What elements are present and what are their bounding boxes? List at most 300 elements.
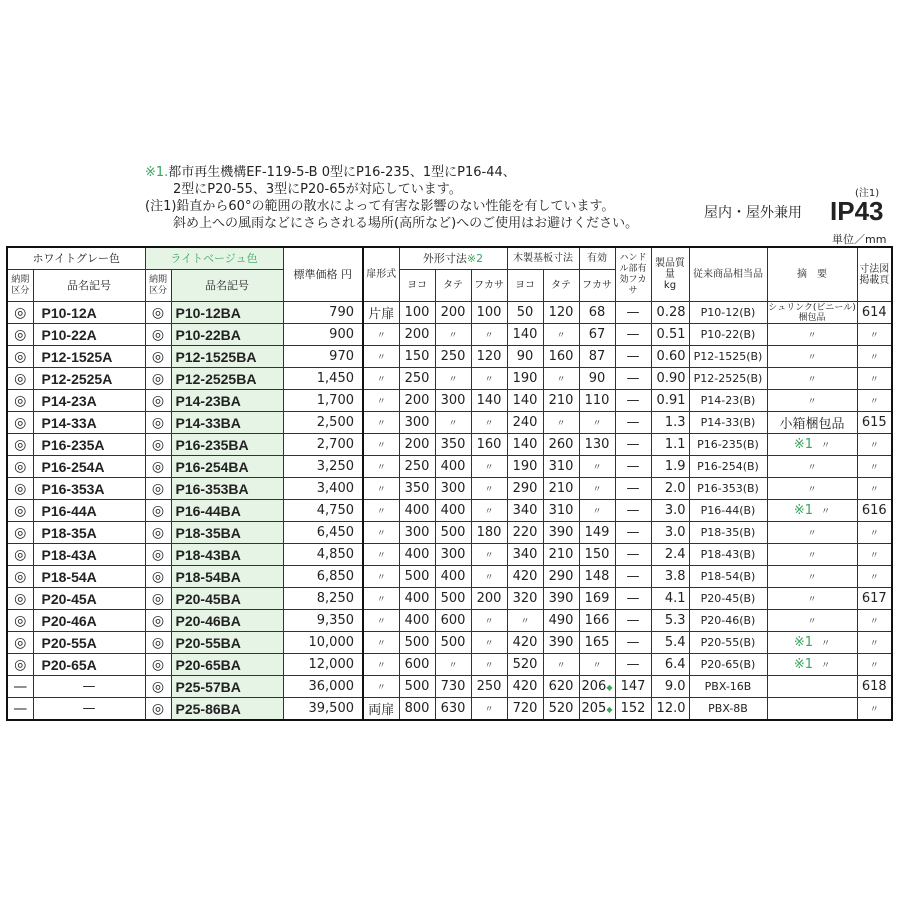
board-yoko: 190 <box>507 456 543 478</box>
price: 10,000 <box>283 632 363 654</box>
effective-depth <box>579 676 615 698</box>
board-tate: 210 <box>543 390 579 412</box>
effective-depth: 148 <box>579 566 615 588</box>
door-type: 〃 <box>363 434 399 456</box>
effective-depth: 68 <box>579 302 615 324</box>
beige-code: P18-35BA <box>171 522 283 544</box>
delivery-mark: ◎ <box>7 588 33 610</box>
board-tate: 310 <box>543 500 579 522</box>
table-row <box>7 654 892 676</box>
header-fukasa: フカサ <box>471 270 507 302</box>
delivery-mark: ◎ <box>145 478 171 500</box>
handle-depth: — <box>615 610 651 632</box>
delivery-mark: ◎ <box>7 412 33 434</box>
outer-fukasa: 250 <box>471 676 507 698</box>
header-hinmei-white: 品名記号 <box>33 270 145 302</box>
handle-depth: — <box>615 346 651 368</box>
weight: 1.1 <box>651 434 689 456</box>
board-tate: 390 <box>543 588 579 610</box>
board-tate: 290 <box>543 566 579 588</box>
outer-fukasa: 〃 <box>471 544 507 566</box>
delivery-mark: ◎ <box>145 588 171 610</box>
page-ref: 615 <box>857 412 892 434</box>
legacy-product: P16-254(B) <box>689 456 767 478</box>
note-2: 2型にP20-55、3型にP20-65が対応しています。 <box>173 182 462 197</box>
delivery-mark: ◎ <box>145 522 171 544</box>
handle-depth: — <box>615 654 651 676</box>
table-row <box>7 324 892 346</box>
outer-fukasa: 〃 <box>471 632 507 654</box>
outer-fukasa: 120 <box>471 346 507 368</box>
white-code: P20-46A <box>33 610 145 632</box>
weight: 4.1 <box>651 588 689 610</box>
effective-depth: 〃 <box>579 412 615 434</box>
effective-depth: 90 <box>579 368 615 390</box>
door-type: 〃 <box>363 500 399 522</box>
beige-code: P25-57BA <box>171 676 283 698</box>
board-yoko: 420 <box>507 632 543 654</box>
board-yoko: 90 <box>507 346 543 368</box>
weight: 12.0 <box>651 698 689 721</box>
price: 900 <box>283 324 363 346</box>
white-code: P16-353A <box>33 478 145 500</box>
delivery-mark: ◎ <box>7 544 33 566</box>
beige-code: P14-23BA <box>171 390 283 412</box>
outer-tate: 500 <box>435 632 471 654</box>
page-ref: 〃 <box>857 610 892 632</box>
handle-depth: — <box>615 478 651 500</box>
header-yuko-fukasa: フカサ <box>579 270 615 302</box>
door-type: 〃 <box>363 632 399 654</box>
outer-yoko: 600 <box>399 654 435 676</box>
remarks <box>767 654 857 676</box>
remarks: シュリンク(ビニール)梱包品 <box>768 302 856 323</box>
door-type: 〃 <box>363 412 399 434</box>
delivery-mark: ◎ <box>145 368 171 390</box>
page-ref: 〃 <box>857 456 892 478</box>
table-row <box>7 676 892 698</box>
handle-depth: — <box>615 368 651 390</box>
legacy-product: P10-12(B) <box>689 302 767 324</box>
price: 8,250 <box>283 588 363 610</box>
board-yoko: 190 <box>507 368 543 390</box>
page-ref: 〃 <box>857 324 892 346</box>
board-tate: 390 <box>543 632 579 654</box>
board-tate: 490 <box>543 610 579 632</box>
beige-code: P14-33BA <box>171 412 283 434</box>
white-code: P10-12A <box>33 302 145 324</box>
handle-depth: — <box>615 522 651 544</box>
delivery-mark: ◎ <box>7 654 33 676</box>
weight: 2.0 <box>651 478 689 500</box>
legacy-product: P20-55(B) <box>689 632 767 654</box>
table-row <box>7 434 892 456</box>
legacy-product: P12-2525(B) <box>689 368 767 390</box>
outer-yoko: 500 <box>399 566 435 588</box>
delivery-mark: ◎ <box>7 478 33 500</box>
remarks <box>767 434 857 456</box>
price: 3,400 <box>283 478 363 500</box>
note-mark: ※1 <box>793 503 814 518</box>
delivery-mark: ◎ <box>7 610 33 632</box>
outer-fukasa: 100 <box>471 302 507 324</box>
outer-yoko: 350 <box>399 478 435 500</box>
board-yoko: 720 <box>507 698 543 721</box>
remarks: 〃 <box>767 544 857 566</box>
handle-depth: — <box>615 456 651 478</box>
effective-depth: 110 <box>579 390 615 412</box>
header-m-yoko: ヨコ <box>507 270 543 302</box>
delivery-mark: ◎ <box>7 346 33 368</box>
price: 9,350 <box>283 610 363 632</box>
table-row <box>7 368 892 390</box>
page-ref: 〃 <box>857 346 892 368</box>
table-row <box>7 698 892 721</box>
beige-code: P18-43BA <box>171 544 283 566</box>
board-tate: 〃 <box>543 324 579 346</box>
weight: 0.51 <box>651 324 689 346</box>
table-row <box>7 412 892 434</box>
legacy-product: P20-45(B) <box>689 588 767 610</box>
price: 39,500 <box>283 698 363 721</box>
board-tate: 〃 <box>543 368 579 390</box>
delivery-mark: ◎ <box>145 632 171 654</box>
delivery-mark: — <box>7 698 33 721</box>
weight: 0.90 <box>651 368 689 390</box>
legacy-product: PBX-16B <box>689 676 767 698</box>
delivery-mark: ◎ <box>7 324 33 346</box>
outer-fukasa: 160 <box>471 434 507 456</box>
handle-depth: — <box>615 566 651 588</box>
footnotes <box>145 164 638 232</box>
price: 12,000 <box>283 654 363 676</box>
white-code: P12-2525A <box>33 368 145 390</box>
note-1-text: 都市再生機構EF-119-5-B 0型にP16-235、1型にP16-44、 <box>168 165 516 180</box>
beige-code: P16-44BA <box>171 500 283 522</box>
effective-depth-value: 206 <box>581 679 607 694</box>
white-code: P20-55A <box>33 632 145 654</box>
beige-code: P12-1525BA <box>171 346 283 368</box>
white-code: P10-22A <box>33 324 145 346</box>
handle-depth: 147 <box>615 676 651 698</box>
header-seihin <box>651 247 689 302</box>
delivery-mark: ◎ <box>145 566 171 588</box>
weight: 0.91 <box>651 390 689 412</box>
outer-yoko: 400 <box>399 544 435 566</box>
beige-code: P16-353BA <box>171 478 283 500</box>
weight: 3.0 <box>651 522 689 544</box>
legacy-product: P14-23(B) <box>689 390 767 412</box>
board-yoko: 140 <box>507 390 543 412</box>
table-row <box>7 302 892 324</box>
remarks: 〃 <box>767 346 857 368</box>
effective-depth: 87 <box>579 346 615 368</box>
page-ref: 〃 <box>857 544 892 566</box>
white-code: P18-35A <box>33 522 145 544</box>
header-nouki-white: 納期区分 <box>7 270 33 302</box>
outer-tate: 300 <box>435 478 471 500</box>
delivery-mark: ◎ <box>145 302 171 324</box>
effective-depth: 130 <box>579 434 615 456</box>
page-ref: 617 <box>857 588 892 610</box>
outer-tate: 500 <box>435 522 471 544</box>
board-tate: 310 <box>543 456 579 478</box>
price: 3,250 <box>283 456 363 478</box>
price: 6,450 <box>283 522 363 544</box>
header-nouki-beige: 納期区分 <box>145 270 171 302</box>
price: 2,700 <box>283 434 363 456</box>
page-ref: 616 <box>857 500 892 522</box>
weight: 0.28 <box>651 302 689 324</box>
weight: 2.4 <box>651 544 689 566</box>
price: 36,000 <box>283 676 363 698</box>
header-tekiyo: 摘 要 <box>767 247 857 302</box>
white-code: P16-44A <box>33 500 145 522</box>
outer-tate: 〃 <box>435 324 471 346</box>
remarks <box>767 698 857 721</box>
remarks: 〃 <box>767 390 857 412</box>
table-row <box>7 522 892 544</box>
header-beige: ライトベージュ色 <box>145 247 283 270</box>
outer-fukasa: 〃 <box>471 324 507 346</box>
handle-depth: — <box>615 434 651 456</box>
note-mark: ※1 <box>793 437 814 452</box>
door-type: 〃 <box>363 456 399 478</box>
door-type: 片扉 <box>363 302 399 324</box>
table-row <box>7 588 892 610</box>
beige-code: P20-45BA <box>171 588 283 610</box>
door-type: 〃 <box>363 676 399 698</box>
outer-tate: 400 <box>435 456 471 478</box>
ip-code: IP43 <box>830 196 884 226</box>
page-ref: 614 <box>857 302 892 324</box>
page-ref: 〃 <box>857 632 892 654</box>
outer-fukasa: 〃 <box>471 654 507 676</box>
delivery-mark: ◎ <box>7 390 33 412</box>
outer-fukasa: 200 <box>471 588 507 610</box>
weight: 6.4 <box>651 654 689 676</box>
page-ref: 〃 <box>857 522 892 544</box>
beige-code: P16-254BA <box>171 456 283 478</box>
outer-yoko: 150 <box>399 346 435 368</box>
effective-depth: 169 <box>579 588 615 610</box>
handle-depth: — <box>615 500 651 522</box>
white-code: P18-43A <box>33 544 145 566</box>
delivery-mark: ◎ <box>7 368 33 390</box>
board-yoko: 420 <box>507 566 543 588</box>
weight: 3.0 <box>651 500 689 522</box>
white-code: P16-254A <box>33 456 145 478</box>
outer-tate: 350 <box>435 434 471 456</box>
delivery-mark: ◎ <box>7 632 33 654</box>
beige-code: P10-12BA <box>171 302 283 324</box>
outer-fukasa: 〃 <box>471 478 507 500</box>
table-row <box>7 544 892 566</box>
weight: 0.60 <box>651 346 689 368</box>
beige-code: P12-2525BA <box>171 368 283 390</box>
outer-yoko: 800 <box>399 698 435 721</box>
remarks <box>767 632 857 654</box>
outer-tate: 300 <box>435 390 471 412</box>
door-type: 〃 <box>363 368 399 390</box>
outer-tate: 730 <box>435 676 471 698</box>
beige-code: P20-46BA <box>171 610 283 632</box>
board-tate: 210 <box>543 478 579 500</box>
price: 1,700 <box>283 390 363 412</box>
outer-yoko: 300 <box>399 412 435 434</box>
board-tate: 620 <box>543 676 579 698</box>
note-1 <box>145 164 638 181</box>
white-code: P18-54A <box>33 566 145 588</box>
legacy-product: P18-43(B) <box>689 544 767 566</box>
price: 6,850 <box>283 566 363 588</box>
board-yoko: 140 <box>507 434 543 456</box>
page-ref: 〃 <box>857 654 892 676</box>
remarks: 〃 <box>767 324 857 346</box>
outer-fukasa: 〃 <box>471 456 507 478</box>
product-table <box>6 246 893 721</box>
delivery-mark: ◎ <box>145 434 171 456</box>
delivery-mark: ◎ <box>145 412 171 434</box>
delivery-mark: ◎ <box>7 302 33 324</box>
table-row <box>7 610 892 632</box>
door-type: 〃 <box>363 588 399 610</box>
outer-yoko: 100 <box>399 302 435 324</box>
page-ref: 〃 <box>857 478 892 500</box>
legacy-product: P18-35(B) <box>689 522 767 544</box>
board-yoko: 290 <box>507 478 543 500</box>
table-row <box>7 566 892 588</box>
outer-tate: 500 <box>435 588 471 610</box>
delivery-mark: ◎ <box>145 698 171 721</box>
header-sumpou: 寸法図掲載頁 <box>857 247 892 302</box>
header-white: ホワイトグレー色 <box>7 247 145 270</box>
effective-depth <box>579 698 615 721</box>
delivery-mark: ◎ <box>145 654 171 676</box>
door-type: 〃 <box>363 346 399 368</box>
outer-tate: 400 <box>435 500 471 522</box>
ip-label: 屋内・屋外兼用 <box>704 205 802 221</box>
door-type: 〃 <box>363 544 399 566</box>
outer-yoko: 250 <box>399 368 435 390</box>
outer-yoko: 500 <box>399 676 435 698</box>
page-ref: 〃 <box>857 390 892 412</box>
effective-depth: 165 <box>579 632 615 654</box>
delivery-mark: ◎ <box>145 500 171 522</box>
outer-tate: 〃 <box>435 368 471 390</box>
unit-label: 単位／mm <box>832 233 887 246</box>
outer-tate: 200 <box>435 302 471 324</box>
header-yuko: 有効 <box>579 247 615 270</box>
delivery-mark: ◎ <box>145 456 171 478</box>
table-row <box>7 632 892 654</box>
outer-yoko: 300 <box>399 522 435 544</box>
white-code: P20-65A <box>33 654 145 676</box>
delivery-mark: ◎ <box>7 522 33 544</box>
note-mark: ※1 <box>793 635 814 650</box>
beige-code: P18-54BA <box>171 566 283 588</box>
beige-code: P10-22BA <box>171 324 283 346</box>
delivery-mark: ◎ <box>145 610 171 632</box>
legacy-product: P14-33(B) <box>689 412 767 434</box>
page-ref: 〃 <box>857 698 892 721</box>
door-type: 両扉 <box>363 698 399 721</box>
effective-depth: 149 <box>579 522 615 544</box>
delivery-mark: ◎ <box>7 566 33 588</box>
door-type: 〃 <box>363 390 399 412</box>
board-tate: 210 <box>543 544 579 566</box>
table-row <box>7 346 892 368</box>
weight: 3.8 <box>651 566 689 588</box>
board-yoko: 50 <box>507 302 543 324</box>
note-mark: ※1. <box>145 165 169 180</box>
board-yoko: 220 <box>507 522 543 544</box>
outer-fukasa: 〃 <box>471 500 507 522</box>
remarks: 〃 <box>767 456 857 478</box>
header-hinmei-beige: 品名記号 <box>171 270 283 302</box>
price: 4,750 <box>283 500 363 522</box>
weight: 5.4 <box>651 632 689 654</box>
board-yoko: 〃 <box>507 610 543 632</box>
outer-fukasa: 〃 <box>471 412 507 434</box>
handle-depth: — <box>615 302 651 324</box>
effective-depth-value: 205 <box>581 701 607 716</box>
delivery-mark: ◎ <box>7 434 33 456</box>
effective-depth: 〃 <box>579 500 615 522</box>
beige-code: P20-65BA <box>171 654 283 676</box>
outer-tate: 300 <box>435 544 471 566</box>
table-body <box>7 302 892 721</box>
price: 1,450 <box>283 368 363 390</box>
legacy-product: PBX-8B <box>689 698 767 721</box>
handle-depth: — <box>615 632 651 654</box>
header-handle: ハンドル部有効フカサ <box>615 247 651 302</box>
remarks: 〃 <box>767 522 857 544</box>
outer-tate: 〃 <box>435 412 471 434</box>
board-yoko: 140 <box>507 324 543 346</box>
note-3: (注1)鉛直から60°の範囲の散水によって有害な影響のない性能を有しています。 <box>145 199 615 214</box>
effective-depth: 150 <box>579 544 615 566</box>
outer-yoko: 250 <box>399 456 435 478</box>
remarks-value: 〃 <box>821 507 831 517</box>
remarks: 〃 <box>767 610 857 632</box>
outer-fukasa: 180 <box>471 522 507 544</box>
board-tate: 〃 <box>543 412 579 434</box>
door-type: 〃 <box>363 324 399 346</box>
price: 4,850 <box>283 544 363 566</box>
weight: 5.3 <box>651 610 689 632</box>
handle-depth: — <box>615 544 651 566</box>
white-code: P20-45A <box>33 588 145 610</box>
board-yoko: 320 <box>507 588 543 610</box>
delivery-mark: ◎ <box>145 390 171 412</box>
header-mokusei: 木製基板寸法 <box>507 247 579 270</box>
effective-depth: 67 <box>579 324 615 346</box>
remarks: 〃 <box>767 566 857 588</box>
page-ref: 〃 <box>857 368 892 390</box>
outer-fukasa: 〃 <box>471 368 507 390</box>
delivery-mark: — <box>7 676 33 698</box>
remarks: 〃 <box>767 478 857 500</box>
page-ref: 〃 <box>857 566 892 588</box>
white-code: P14-33A <box>33 412 145 434</box>
handle-depth: — <box>615 324 651 346</box>
legacy-product: P10-22(B) <box>689 324 767 346</box>
outer-yoko: 200 <box>399 324 435 346</box>
price: 970 <box>283 346 363 368</box>
door-type: 〃 <box>363 522 399 544</box>
header-tate: タテ <box>435 270 471 302</box>
